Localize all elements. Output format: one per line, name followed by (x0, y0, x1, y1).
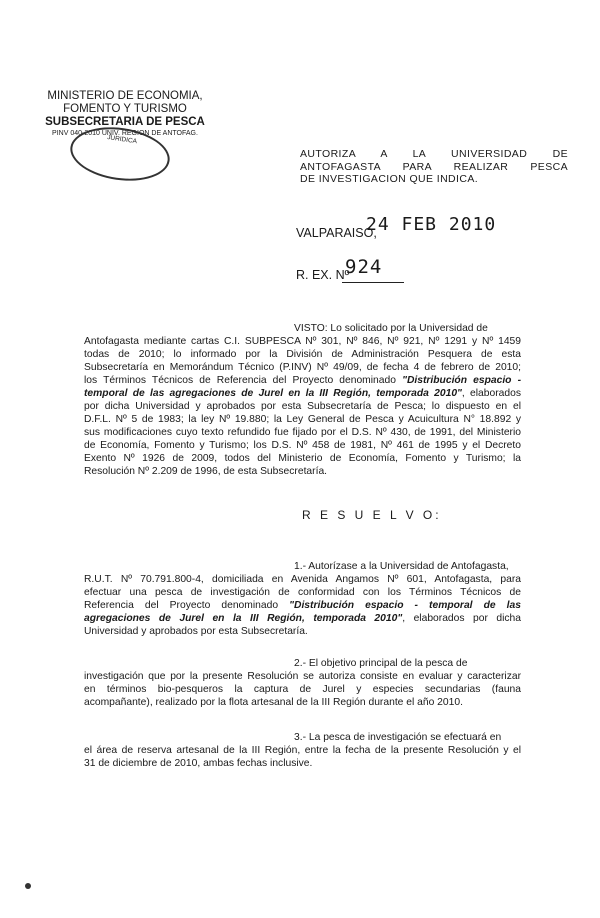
file-reference: PINV 040-2010 UNIV. REGION DE ANTOFAG. (52, 130, 198, 137)
stamp-text: JURIDICA (106, 134, 138, 146)
visto-line (84, 374, 521, 387)
visto-line: de Economía, Fomento y Turismo; los D.S. Nº 458 de 1981, Nº 461 de 1995 y el Decreto (84, 440, 521, 451)
visto-line: por dicha Universidad y aprobados por esta Subsecretaría de Pesca; lo dispuesto en el (84, 401, 521, 412)
project-title: agregaciones de Jurel en la III Región, temporada 2010" (84, 613, 403, 624)
subject-line1: AUTORIZA A LA UNIVERSIDAD DE (300, 148, 568, 160)
subsecretaria-name: SUBSECRETARIA DE PESCA (45, 116, 205, 128)
resuelvo-heading: R E S U E L V O: (302, 508, 442, 522)
item-1-line: efectuar una pesca de investigación de conformidad con los Términos Técnicos de (84, 587, 521, 598)
project-title: temporal de las agregaciones de Jurel en la III Región, temporada 2010" (84, 388, 462, 399)
item-1-line: Universidad y aprobados por esta Subsecretaría. (84, 626, 308, 637)
visto-paragraph (84, 322, 521, 478)
item-2-line: 2.- El objetivo principal de la pesca de (294, 658, 468, 669)
item-1-line: R.U.T. Nº 70.791.800-4, domiciliada en Avenida Angamos Nº 601, Antofagasta, para (84, 574, 521, 585)
item-2-paragraph (84, 657, 521, 709)
resolution-underline (342, 282, 404, 283)
item-1-line: 1.- Autorízase a la Universidad de Antofagasta, (294, 561, 509, 572)
subject-line2: ANTOFAGASTA PARA REALIZAR PESCA (300, 160, 568, 173)
item-2-line: investigación que por la presente Resolución se autoriza consiste en evaluar y caracterizar (84, 671, 521, 682)
ministry-name-line2: FOMENTO Y TURISMO (63, 103, 187, 115)
resolution-label: R. EX. Nº (296, 268, 350, 282)
item-2-line: acompañante), realizado por la flota artesanal de la III Región durante el año 2010. (84, 697, 463, 708)
project-title: "Distribución espacio - temporal de las (289, 600, 521, 611)
ministry-name-line1: MINISTERIO DE ECONOMIA, (47, 90, 203, 102)
item-3-line: 3.- La pesca de investigación se efectuará en (294, 732, 502, 743)
visto-line: Subsecretaría en Memorándum Técnico (P.INV) Nº 49/09, de fecha 4 de febrero de 2010; (84, 362, 521, 373)
item-3-paragraph (84, 731, 521, 770)
visto-line (84, 387, 521, 400)
resolution-number: 924 (345, 256, 383, 278)
visto-line: Antofagasta mediante cartas C.I. SUBPESCA Nº 301, Nº 846, Nº 921, Nº 1291 y Nº 1459 (84, 336, 521, 347)
date-stamp: 24 FEB 2010 (366, 214, 497, 235)
item-1-line (84, 599, 521, 612)
item-1-text: , elaborados por dicha (402, 613, 521, 624)
visto-line: Resolución Nº 2.209 de 1996, de esta Subsecretaría. (84, 466, 328, 477)
visto-line: todas de 2010; lo informado por la División de Administración Pesquera de esta (84, 349, 521, 360)
item-1-text: Referencia del Proyecto denominado (84, 600, 290, 611)
visto-text: , elaborados (461, 388, 521, 399)
item-3-line: el área de reserva artesanal de la III Región, entre la fecha de la presente Resolución y el (84, 745, 521, 756)
subject-block (300, 148, 568, 186)
visto-line: sus modificaciones cuyo texto refundido fue fijado por el D.S. Nº 430, de 1991, del Ministerio (84, 427, 521, 438)
visto-line: Exento Nº 1926 de 2009, todos del Ministerio de Economía, Fomento y Turismo; la (84, 453, 521, 464)
item-1-paragraph (84, 560, 521, 638)
project-title: "Distribución espacio - (402, 375, 521, 386)
item-1-line (84, 612, 521, 625)
item-3-line: 31 de diciembre de 2010, ambas fechas inclusive. (84, 758, 313, 769)
visto-line: D.F.L. Nº 5 de 1983; la ley Nº 19.880; la Ley General de Pesca y Acuicultura N° 18.892 y (84, 414, 521, 425)
visto-text: los Términos Técnicos de Referencia del Proyecto denominado (84, 375, 403, 386)
item-2-line: en términos bio-pesqueros la captura de Jurel y especies secundarias (fauna (84, 684, 521, 695)
scan-mark (25, 883, 31, 889)
subject-line3: DE INVESTIGACION QUE INDICA. (300, 173, 479, 185)
visto-line: VISTO: Lo solicitado por la Universidad de (294, 323, 488, 334)
place-label: VALPARAISO, (296, 226, 377, 240)
